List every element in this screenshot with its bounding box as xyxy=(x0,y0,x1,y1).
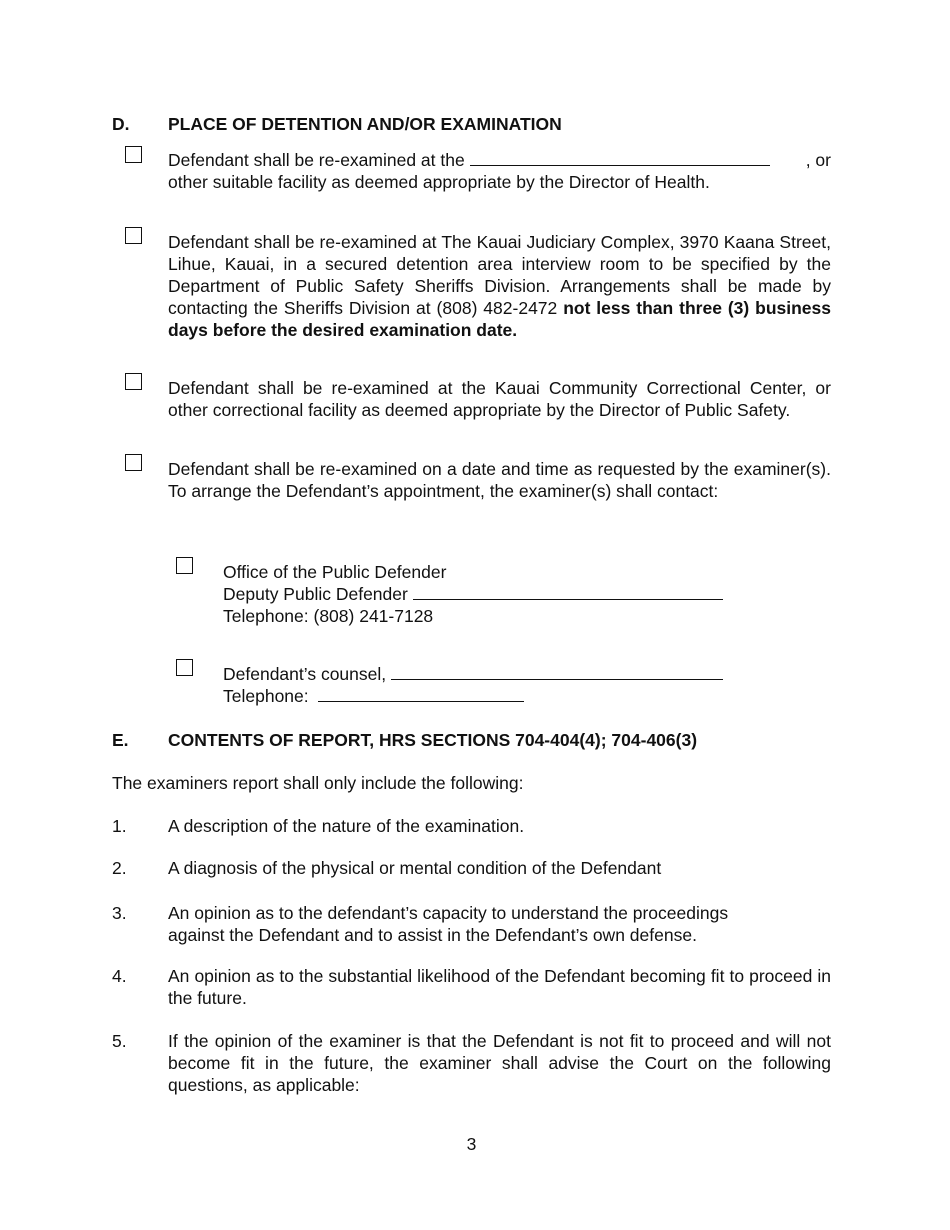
option-1-checkbox[interactable] xyxy=(125,146,142,163)
section-d-title: PLACE OF DETENTION AND/OR EXAMINATION xyxy=(168,114,562,134)
section-e-intro: The examiners report shall only include the following: xyxy=(112,773,524,793)
section-e-title: CONTENTS OF REPORT, HRS SECTIONS 704-404(4); 704-406(3) xyxy=(168,730,698,750)
facility-blank[interactable] xyxy=(470,149,770,166)
defendant-counsel-checkbox[interactable] xyxy=(176,659,193,676)
option-3-checkbox[interactable] xyxy=(125,373,142,390)
option-4-checkbox[interactable] xyxy=(125,454,142,471)
option-2-text: Defendant shall be re-examined at The Kauai Judiciary Complex, 3970 Kaana Street, Lihue, Kauai, in a secured detention area interview room to be specified by the Department of Public Safety Sheriffs Division. Arrangements shall be made by contacting the Sheriffs Division at (808) 482-2472 not less than three (3) business days before the desired examination date. xyxy=(168,232,832,340)
page-number: 3 xyxy=(466,1134,477,1154)
item-3-number: 3. xyxy=(112,903,127,923)
item-5-text: If the opinion of the examiner is that the Defendant is not fit to proceed and will not become fit in the future, the examiner shall advise the Court on the following questions, as applicable: xyxy=(168,1031,831,1095)
item-1-text: A description of the nature of the examination. xyxy=(168,816,525,836)
item-4-text: An opinion as to the substantial likelihood of the Defendant becoming fit to proceed in the future. xyxy=(168,966,831,1008)
option-4-text: Defendant shall be re-examined on a date and time as requested by the examiner(s). To arrange the Defendant’s appointment, the examiner(s) shall contact: xyxy=(168,459,831,501)
item-5-number: 5. xyxy=(112,1031,127,1051)
option-1-text: Defendant shall be re-examined at the , or other suitable facility as deemed appropriate by the Director of Health. xyxy=(168,150,831,192)
item-3-text: An opinion as to the defendant’s capacity to understand the proceedings against the Defendant and to assist in the Defendant’s own defense. xyxy=(168,903,729,945)
item-4-number: 4. xyxy=(112,966,127,986)
deputy-name-blank[interactable] xyxy=(413,583,723,600)
counsel-phone-blank[interactable] xyxy=(318,685,524,702)
option-3-text: Defendant shall be re-examined at the Kauai Community Correctional Center, or other correctional facility as deemed appropriate by the Director of Public Safety. xyxy=(168,378,831,420)
section-d-letter: D. xyxy=(112,114,130,134)
public-defender-checkbox[interactable] xyxy=(176,557,193,574)
item-2-text: A diagnosis of the physical or mental condition of the Defendant xyxy=(168,858,662,878)
item-2-number: 2. xyxy=(112,858,127,878)
counsel-name-blank[interactable] xyxy=(391,663,723,680)
option-2-checkbox[interactable] xyxy=(125,227,142,244)
public-defender-contact: Office of the Public Defender Deputy Public Defender Telephone: (808) 241-7128 xyxy=(223,561,723,627)
item-1-number: 1. xyxy=(112,816,127,836)
section-e-letter: E. xyxy=(112,730,129,750)
defendant-counsel-contact: Defendant’s counsel, Telephone: xyxy=(223,663,723,707)
